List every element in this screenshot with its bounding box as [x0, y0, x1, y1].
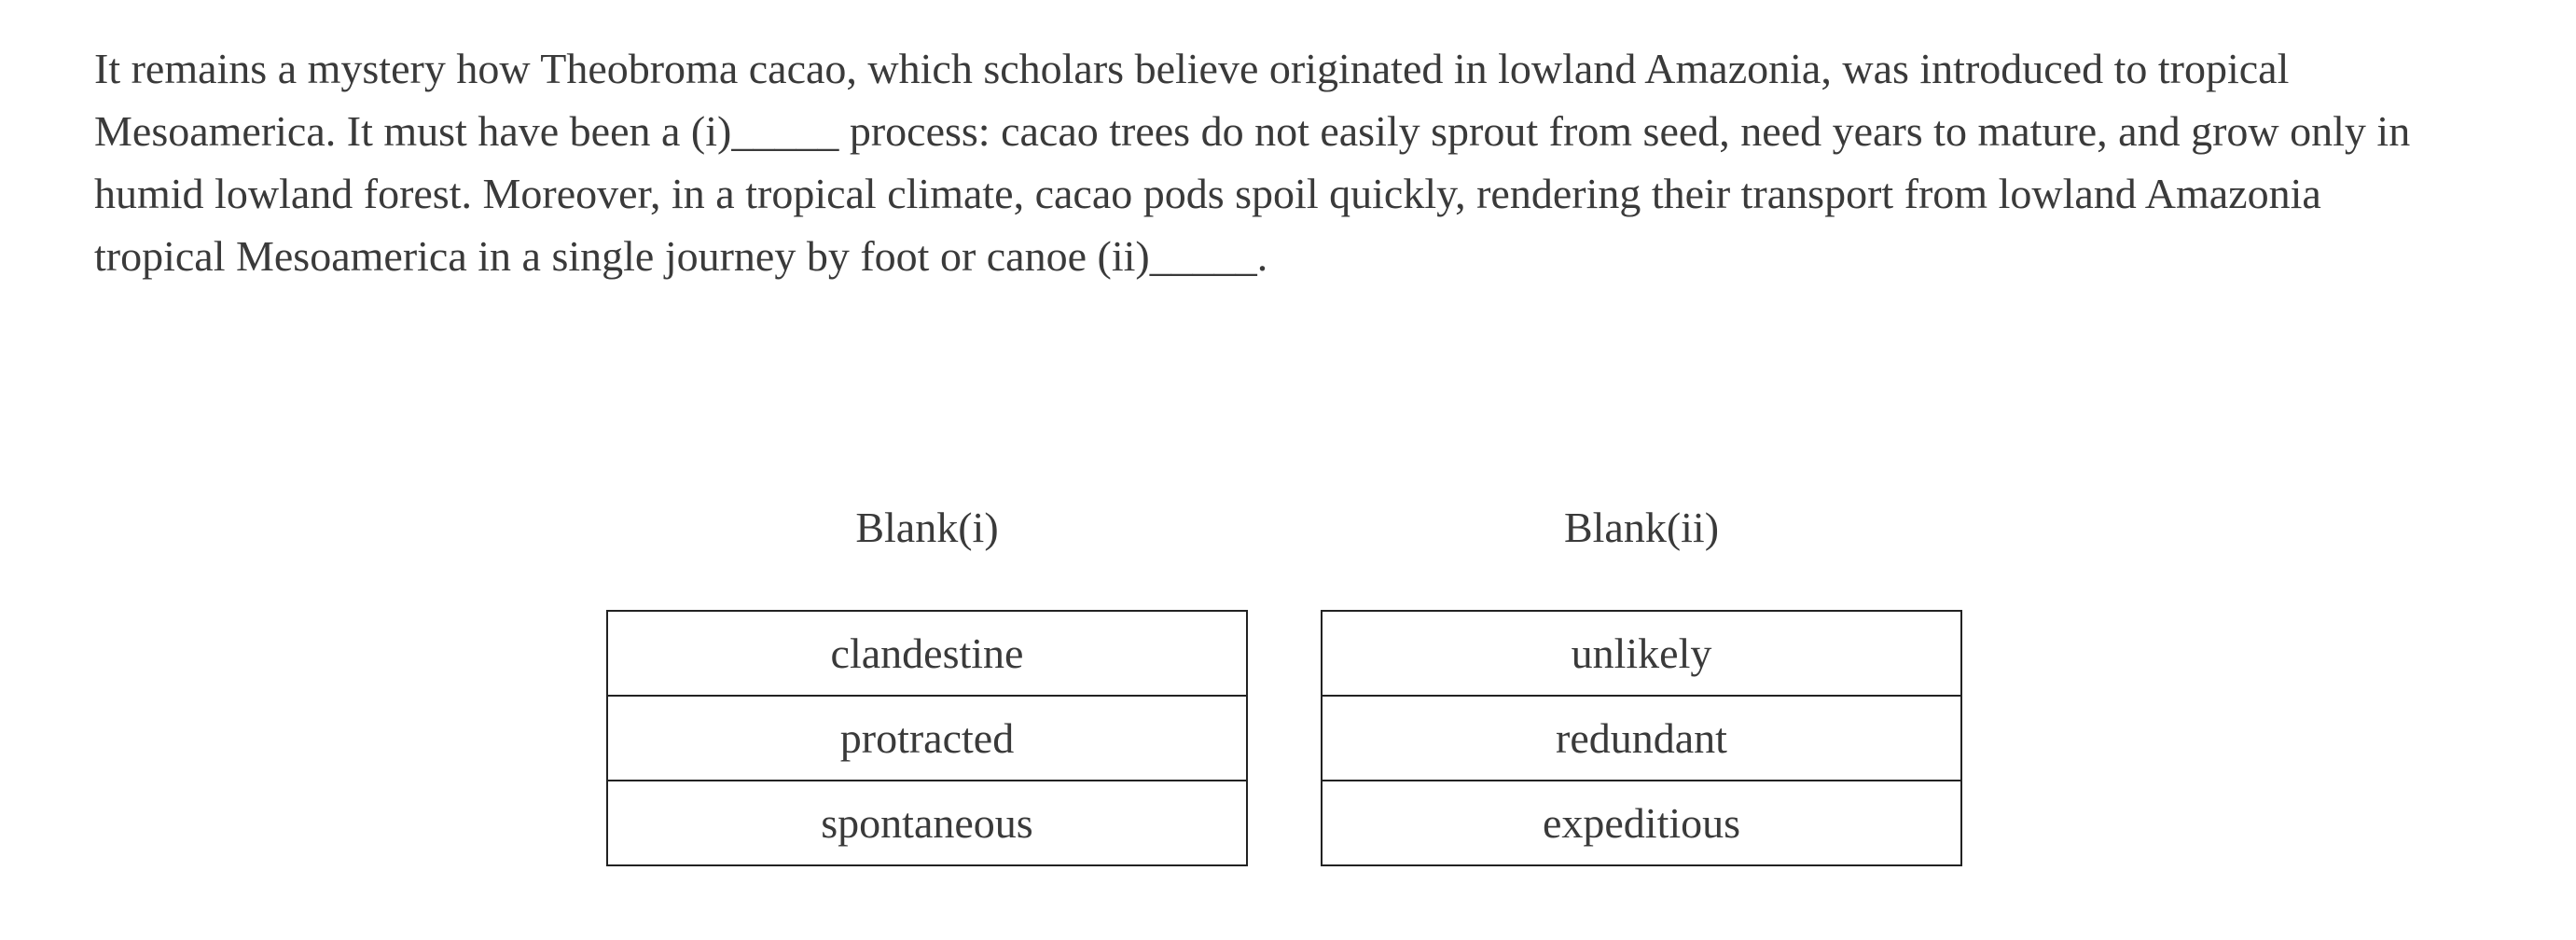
choice-unlikely[interactable]: unlikely [1571, 629, 1712, 677]
passage-line: tropical Mesoamerica in a single journey by foot or canoe (ii)_____. [94, 232, 1268, 280]
passage-line: humid lowland forest. Moreover, in a tropical climate, cacao pods spoil quickly, rendering their transport from lowland Amazonia [94, 170, 2321, 217]
choice-redundant[interactable]: redundant [1323, 695, 1960, 780]
question-passage [94, 37, 2519, 287]
passage-line: Mesoamerica. It must have been a (i)_____ process: cacao trees do not easily sprout from seed, need years to mature, and grow only in [94, 107, 2411, 155]
choice-expeditious[interactable]: expeditious [1323, 780, 1960, 864]
blank-ii-header: Blank(ii) [1563, 504, 1720, 551]
blank-ii-choices [1321, 610, 1962, 866]
blank-i-choices [606, 610, 1248, 866]
passage-line: It remains a mystery how Theobroma cacao, which scholars believe originated in lowland Amazonia, was introduced to tropical [94, 45, 2290, 92]
blank-i-header: Blank(i) [855, 504, 999, 551]
choice-clandestine[interactable]: clandestine [830, 629, 1024, 677]
choice-spontaneous[interactable]: spontaneous [608, 780, 1246, 864]
choice-protracted[interactable]: protracted [608, 695, 1246, 780]
